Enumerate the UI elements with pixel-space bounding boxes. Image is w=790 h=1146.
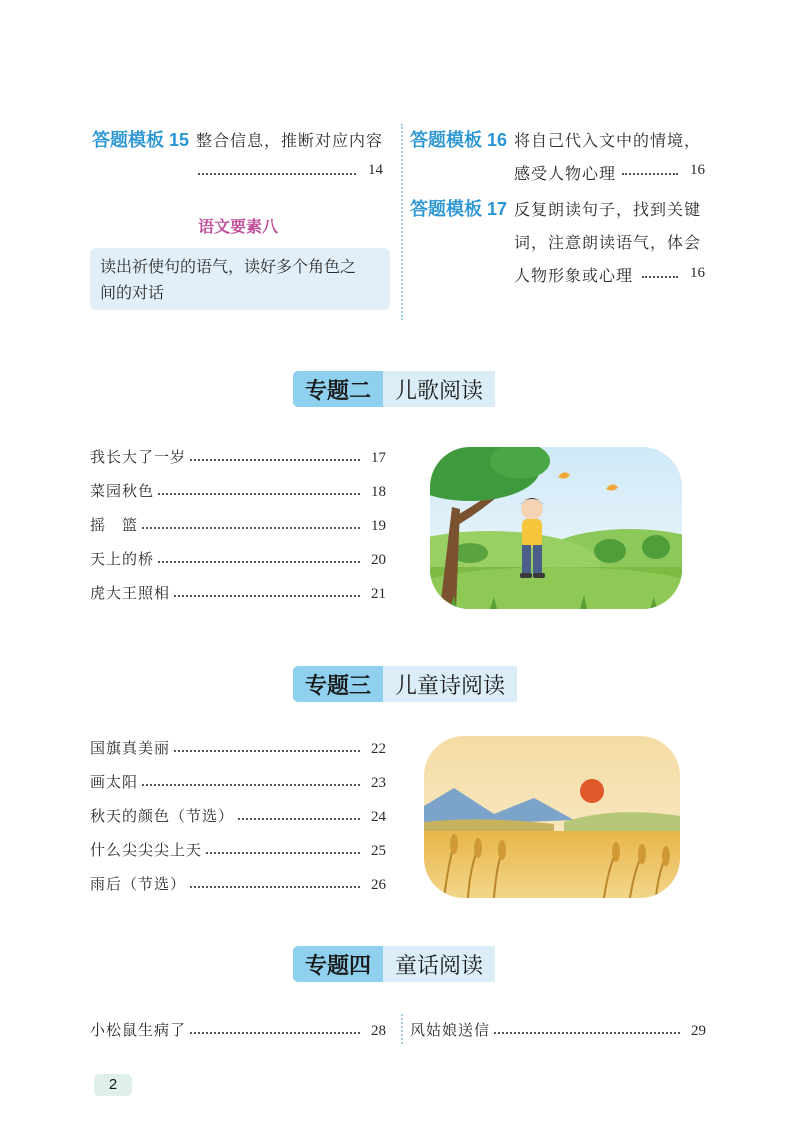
template-15-label: 答题模板 15 [92,130,190,150]
element-eight-line2: 间的对话 [100,283,165,302]
toc-item[interactable] [90,511,386,535]
toc-leader [190,886,360,888]
element-eight-title: 语文要素八 [198,219,279,236]
toc-item-title: 国旗真美丽 [90,739,171,757]
toc-leader [142,527,360,529]
template-17-page: 16 [690,265,705,281]
toc-item[interactable] [410,1016,706,1040]
toc-leader [174,750,360,752]
template-17-line3: 人物形象或心理 [514,266,634,285]
column-divider [401,124,403,320]
toc-item[interactable] [90,545,386,569]
template-15-leader [198,173,356,175]
toc-item-title: 风姑娘送信 [410,1021,491,1039]
topic-2-header [293,371,495,407]
toc-item-title: 什么尖尖尖上天 [90,841,203,859]
toc-item[interactable] [90,836,386,860]
template-17-line2: 词，注意朗读语气，体会 [514,233,702,252]
element-eight-line1: 读出祈使句的语气，读好多个角色之 [100,257,357,276]
toc-leader [158,493,360,495]
toc-item-title: 小松鼠生病了 [90,1021,187,1039]
topic-3-tag: 专题三 [293,666,383,702]
column-divider-bottom [401,1014,403,1044]
toc-item[interactable] [90,477,386,501]
toc-item-page: 19 [371,518,386,534]
template-17-label: 答题模板 17 [410,199,508,219]
toc-item-page: 22 [371,741,386,757]
template-16-leader [622,173,678,175]
toc-item-page: 25 [371,843,386,859]
toc-item[interactable] [90,870,386,894]
toc-item[interactable] [90,802,386,826]
toc-item-page: 18 [371,484,386,500]
topic-4-title: 童话阅读 [383,946,495,982]
toc-item-title: 画太阳 [90,773,139,791]
toc-item-page: 29 [691,1023,706,1039]
page-number: 2 [94,1074,132,1096]
toc-item-page: 21 [371,586,386,602]
element-eight-box [90,248,390,310]
template-16-label: 答题模板 16 [410,130,508,150]
toc-leader [142,784,360,786]
toc-item-page: 28 [371,1023,386,1039]
toc-item-page: 20 [371,552,386,568]
toc-leader [494,1032,680,1034]
topic-4-header [293,946,495,982]
topic-3-title: 儿童诗阅读 [383,666,517,702]
wheat-field-illustration [424,736,680,898]
template-16-page: 16 [690,162,705,178]
template-17-leader [642,276,678,278]
toc-item[interactable] [90,443,386,467]
toc-leader [158,561,360,563]
toc-leader [190,459,360,461]
topic-4-tag: 专题四 [293,946,383,982]
toc-item-page: 23 [371,775,386,791]
toc-item[interactable] [90,579,386,603]
template-16-line1: 将自己代入文中的情境， [514,131,702,150]
toc-item[interactable] [90,1016,386,1040]
toc-item-page: 17 [371,450,386,466]
toc-item[interactable] [90,768,386,792]
topic-2-tag: 专题二 [293,371,383,407]
topic-3-header [293,666,517,702]
template-15-text: 整合信息，推断对应内容 [196,131,384,150]
toc-leader [190,1032,360,1034]
boy-meadow-illustration [430,447,682,609]
toc-item-title: 菜园秋色 [90,482,155,500]
template-15-page: 14 [368,162,383,178]
toc-item-page: 24 [371,809,386,825]
toc-item-title: 虎大王照相 [90,584,171,602]
toc-item-page: 26 [371,877,386,893]
toc-item-title: 天上的桥 [90,550,155,568]
toc-leader [206,852,360,854]
toc-leader [238,818,360,820]
topic-2-title: 儿歌阅读 [383,371,495,407]
toc-item[interactable] [90,734,386,758]
toc-item-title: 雨后（节选） [90,875,187,893]
template-16-line2: 感受人物心理 [514,164,617,183]
toc-item-title: 我长大了一岁 [90,448,187,466]
toc-item-title: 摇 篮 [90,516,139,534]
toc-leader [174,595,360,597]
toc-item-title: 秋天的颜色（节选） [90,807,235,825]
template-17-line1: 反复朗读句子，找到关键 [514,200,702,219]
